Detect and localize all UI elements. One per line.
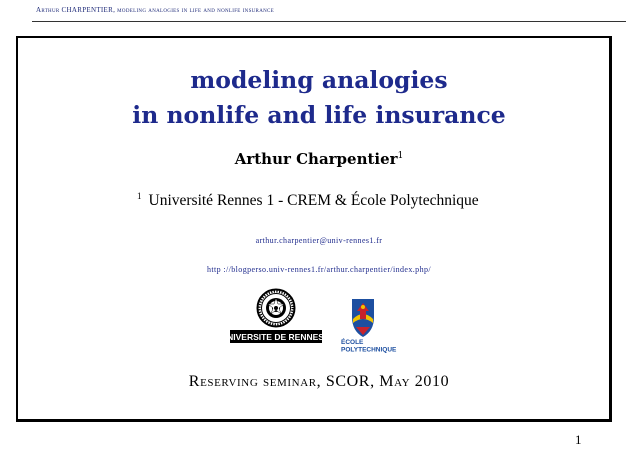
rennes-logo-text: UNIVERSITE DE RENNES 1 [220,332,332,342]
affiliation-text: Université Rennes 1 - CREM & École Polytechnique [148,192,479,210]
seminar-line: Reserving seminar, SCOR, May 2010 [188,373,450,390]
header-rule [32,21,626,22]
author-affiliation-mark: 1 [397,151,404,161]
affiliation-mark: 1 [137,191,142,201]
author [0,150,638,168]
title-line-1: modeling analogies [190,66,448,94]
polytechnique-logo-text: ÉCOLE POLYTECHNIQUE [341,339,397,354]
author-name: Arthur Charpentier [234,150,398,168]
title-line-2: in nonlife and life insurance [132,101,506,129]
running-header: Arthur CHARPENTIER, modeling analogies in life and nonlife insurance [36,6,275,14]
homepage-link[interactable]: http ://blogperso.univ-rennes1.fr/arthur.charpentier/index.php/ [206,265,432,274]
page-number: 1 [575,432,582,447]
rennes-seal-icon [258,290,295,327]
polytechnique-logo [337,297,397,355]
polytechnique-crest-icon [337,297,389,337]
email-link[interactable]: arthur.charpentier@univ-rennes1.fr [255,236,383,245]
affiliation [137,191,479,210]
rennes-university-logo [220,288,332,346]
